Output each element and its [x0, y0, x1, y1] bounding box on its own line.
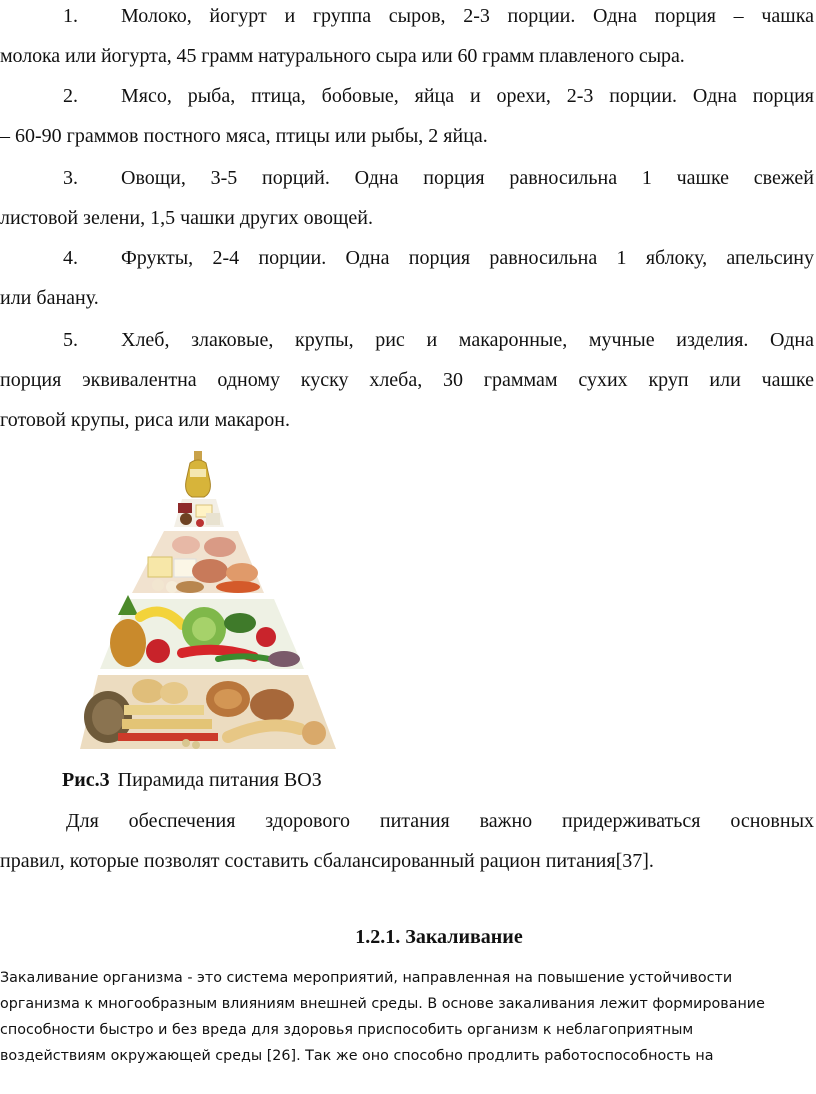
- list-number: 2.: [63, 85, 78, 107]
- list-text-continued: листовой зелени, 1,5 чашки других овощей.: [0, 207, 373, 229]
- pyramid-tier-protein: [132, 531, 264, 593]
- paragraph-line: Для обеспечения здорового питания важно придерживаться основных: [66, 810, 814, 832]
- body-line: организма к многообразным влияниям внешней среды. В основе закаливания лежит формирование: [0, 996, 765, 1012]
- list-number: 1.: [63, 5, 78, 27]
- list-item: [0, 238, 814, 318]
- list-text-continued: молока или йогурта, 45 грамм натурального сыра или 60 грамм плавленого сыра.: [0, 45, 685, 67]
- list-text-continued: готовой крупы, риса или макарон.: [0, 409, 290, 431]
- list-item: [0, 158, 814, 238]
- oil-bottle-icon: [186, 451, 211, 497]
- list-item: [0, 76, 814, 156]
- list-text-continued: порция эквивалентна одному куску хлеба, 30 граммам сухих круп или чашке: [0, 369, 814, 391]
- list-text-continued: или банану.: [0, 287, 99, 309]
- figure-caption: [62, 763, 322, 797]
- body-line: воздействиям окружающей среды [26]. Так же оно способно продлить работоспособность на: [0, 1048, 714, 1064]
- list-text-continued: – 60-90 граммов постного мяса, птицы или рыбы, 2 яйца.: [0, 125, 488, 147]
- list-text: Хлеб, злаковые, крупы, рис и макаронные, мучные изделия. Одна: [121, 329, 814, 351]
- body-text: [0, 965, 816, 1069]
- paragraph-line: правил, которые позволят составить сбалансированный рацион питания[37].: [0, 850, 654, 872]
- body-line: Закаливание организма - это система мероприятий, направленная на повышение устойчивости: [0, 970, 733, 986]
- list-text: Фрукты, 2-4 порции. Одна порция равносильна 1 яблоку, апельсину: [121, 247, 814, 269]
- pyramid-tier-produce: [100, 595, 304, 669]
- food-pyramid-image: [78, 447, 340, 757]
- list-item: [0, 0, 814, 76]
- list-text: Мясо, рыба, птица, бобовые, яйца и орехи, 2-3 порции. Одна порция: [121, 85, 814, 107]
- list-text: Молоко, йогурт и группа сыров, 2-3 порции. Одна порция – чашка: [121, 5, 814, 27]
- list-number: 3.: [63, 167, 78, 189]
- list-text: Овощи, 3-5 порций. Одна порция равносильна 1 чашке свежей: [121, 167, 814, 189]
- figure-label: Рис.3: [62, 769, 110, 791]
- list-number: 5.: [63, 329, 78, 351]
- paragraph: [0, 801, 814, 881]
- section-heading: 1.2.1. Закаливание: [355, 926, 523, 948]
- figure-caption-text: Пирамида питания ВОЗ: [117, 769, 322, 791]
- list-number: 4.: [63, 247, 78, 269]
- pyramid-tier-grains: [80, 675, 336, 749]
- body-line: способности быстро и без вреда для здоровья приспособить организм к неблагоприятным: [0, 1022, 694, 1038]
- pyramid-tier-fats: [174, 499, 224, 527]
- list-item: [0, 320, 814, 440]
